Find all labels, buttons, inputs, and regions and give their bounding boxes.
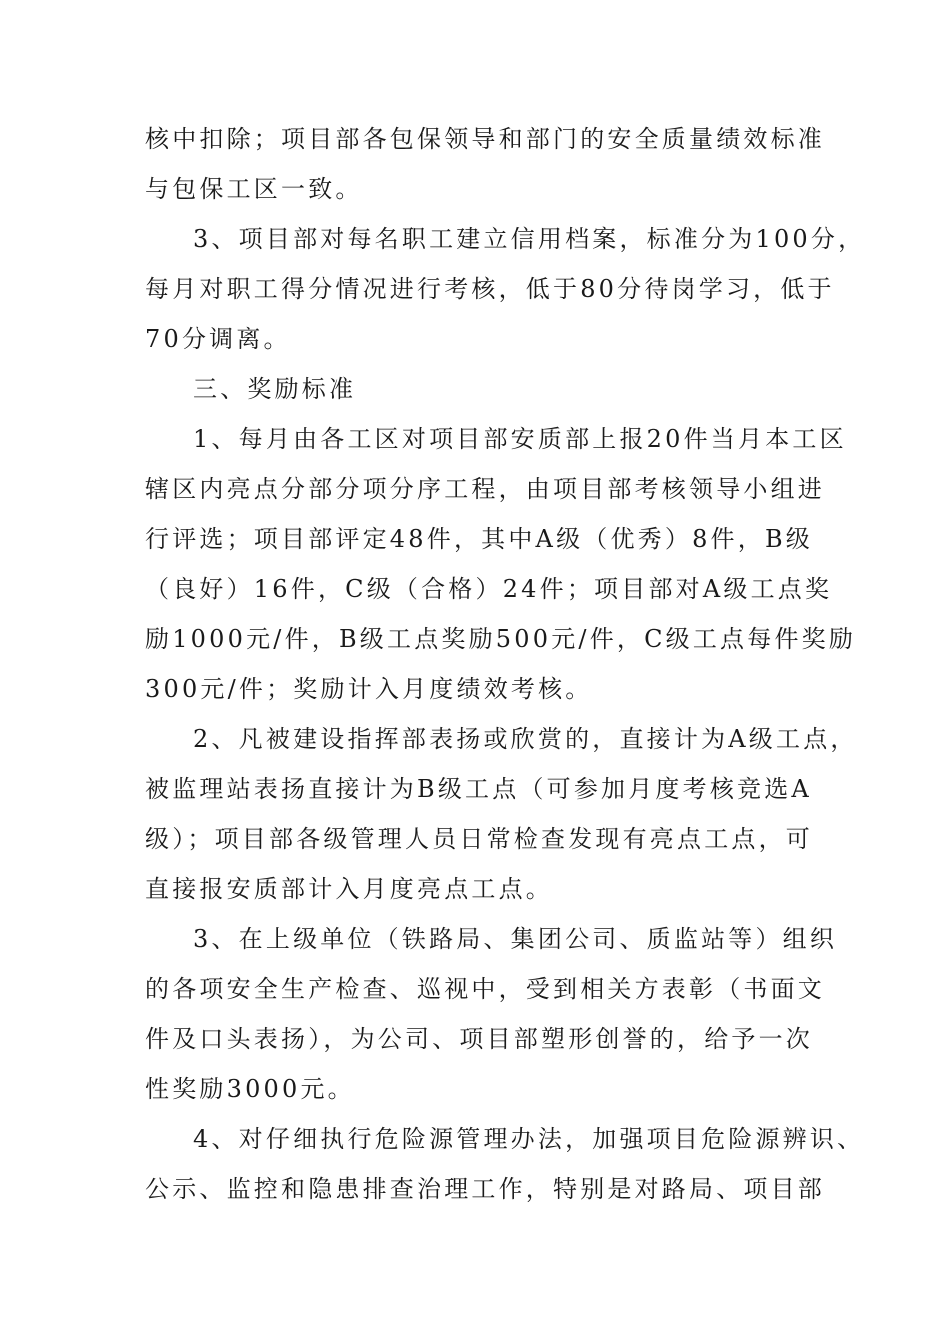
- text-line: 每月对职工得分情况进行考核，低于80分待岗学习，低于: [145, 275, 835, 303]
- text-line: 行评选；项目部评定48件，其中A级（优秀）8件，B级: [145, 525, 813, 553]
- paragraph-start-line: 1、每月由各工区对项目部安质部上报20件当月本工区: [193, 425, 847, 453]
- text-line: 被监理站表扬直接计为B级工点（可参加月度考核竞选A: [145, 775, 812, 803]
- paragraph-start-line: 3、在上级单位（铁路局、集团公司、质监站等）组织: [193, 925, 838, 953]
- section-heading: 三、奖励标准: [193, 375, 357, 403]
- text-line: 性奖励3000元。: [145, 1075, 355, 1103]
- text-line: 辖区内亮点分部分项分序工程，由项目部考核领导小组进: [145, 475, 825, 503]
- paragraph-start-line: 2、凡被建设指挥部表扬或欣赏的，直接计为A级工点，: [193, 725, 858, 753]
- text-line: 的各项安全生产检查、巡视中，受到相关方表彰（书面文: [145, 975, 825, 1003]
- text-line: 核中扣除；项目部各包保领导和部门的安全质量绩效标准: [145, 125, 825, 153]
- paragraph-start-line: 3、项目部对每名职工建立信用档案，标准分为100分，: [193, 225, 866, 253]
- text-line: （良好）16件，C级（合格）24件；项目部对A级工点奖: [145, 575, 833, 603]
- text-line: 励1000元/件，B级工点奖励500元/件，C级工点每件奖励: [145, 625, 857, 653]
- text-line: 直接报安质部计入月度亮点工点。: [145, 875, 553, 903]
- text-line: 300元/件；奖励计入月度绩效考核。: [145, 675, 593, 703]
- text-line: 级）；项目部各级管理人员日常检查发现有亮点工点，可: [145, 825, 813, 853]
- text-line: 70分调离。: [145, 325, 291, 353]
- text-line: 件及口头表扬），为公司、项目部塑形创誉的，给予一次: [145, 1025, 813, 1053]
- text-line: 公示、监控和隐患排查治理工作，特别是对路局、项目部: [145, 1175, 825, 1203]
- text-line: 与包保工区一致。: [145, 175, 363, 203]
- paragraph-start-line: 4、对仔细执行危险源管理办法，加强项目危险源辨识、: [193, 1125, 865, 1153]
